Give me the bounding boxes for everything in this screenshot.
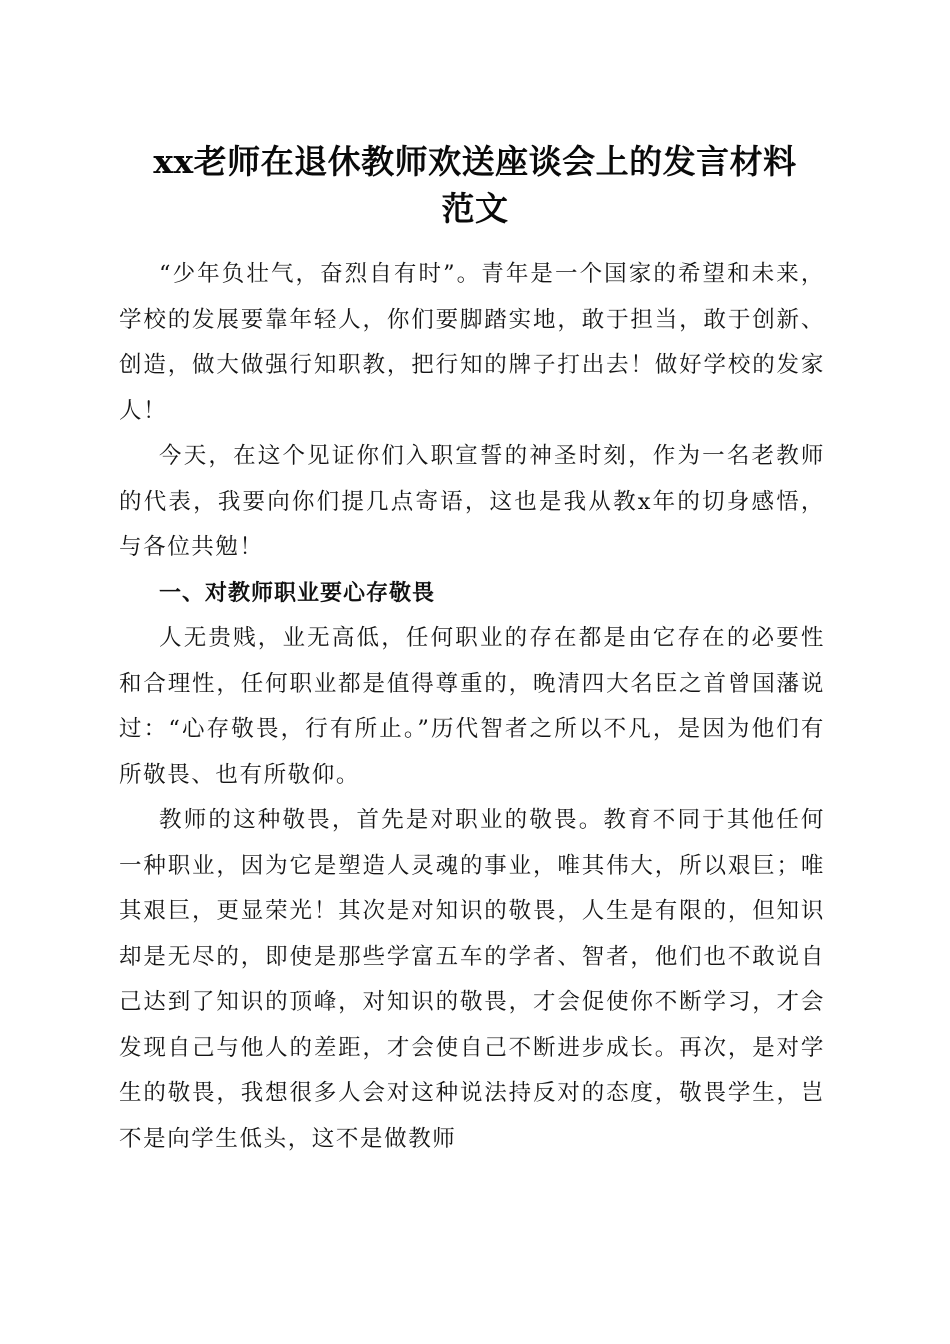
document-body — [119, 252, 825, 1162]
section-paragraph: 人无贵贱，业无高低，任何职业的存在都是由它存在的必要性和合理性，任何职业都是值得尊重的，晚清四大名臣之首曾国藩说过：“心存敬畏，行有所止。”历代智者之所以不凡，是因为他们有所敬畏、也有所敬仰。 — [119, 625, 825, 788]
body-paragraph: “少年负壮气，奋烈自有时”。青年是一个国家的希望和未来，学校的发展要靠年轻人，你们要脚踏实地，敢于担当，敢于创新、创造，做大做强行知职教，把行知的牌子打出去！做好学校的发家人！ — [119, 261, 825, 424]
title-line-1: xx老师在退休教师欢送座谈会上的发言材料 — [153, 142, 797, 181]
section-paragraph: 教师的这种敬畏，首先是对职业的敬畏。教育不同于其他任何一种职业，因为它是塑造人灵魂的事业，唯其伟大，所以艰巨；唯其艰巨，更显荣光！其次是对知识的敬畏，人生是有限的，但知识却是无尽的，即使是那些学富五车的学者、智者，他们也不敢说自己达到了知识的顶峰，对知识的敬畏，才会促使你不断学习，才会发现自己与他人的差距，才会使自己不断进步成长。再次，是对学生的敬畏，我想很多人会对这种说法持反对的态度，敬畏学生，岂不是向学生低头，这不是做教师 — [119, 807, 825, 1152]
section-heading: 一、对教师职业要心存敬畏 — [159, 580, 436, 606]
body-paragraph: 今天，在这个见证你们入职宣誓的神圣时刻，作为一名老教师的代表，我要向你们提几点寄语，这也是我从教x年的切身感悟，与各位共勉！ — [119, 443, 825, 560]
title-line-2: 范文 — [441, 189, 509, 228]
document-title — [110, 138, 840, 232]
